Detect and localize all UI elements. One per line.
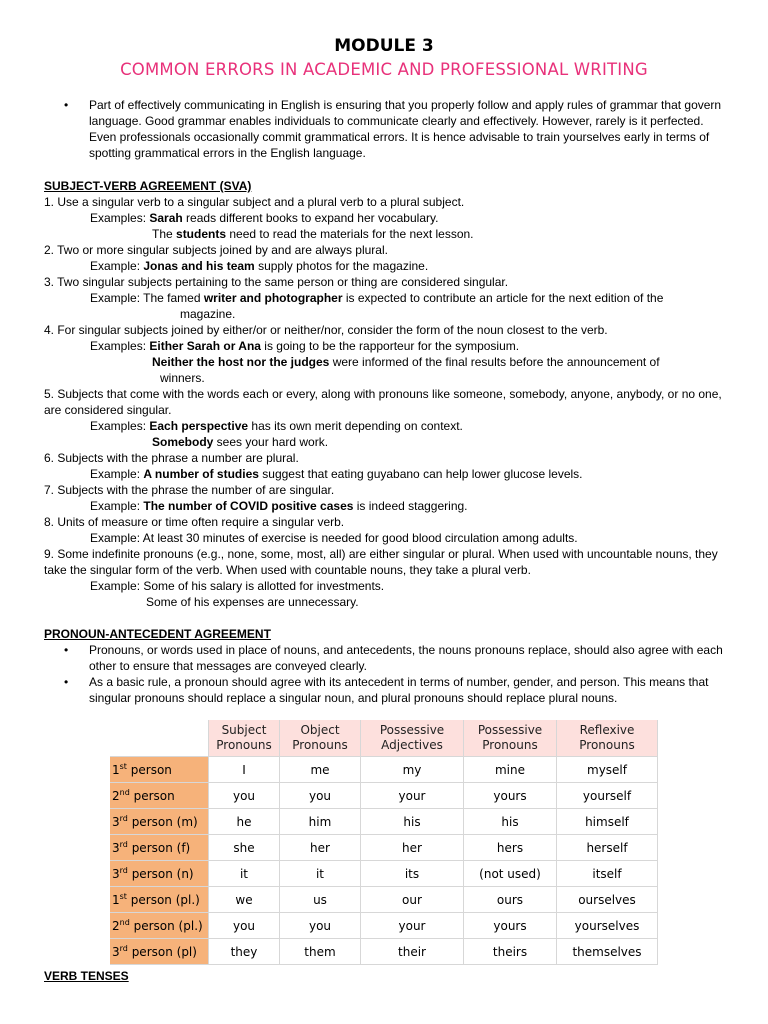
table-row — [110, 783, 658, 809]
sva-rule-8: 8. Units of measure or time often require a singular verb. — [44, 515, 345, 529]
sva-rule-5-example-1: Examples: Each perspective has its own merit depending on context. — [90, 419, 463, 433]
table-row — [110, 887, 658, 913]
table-cell: she — [209, 835, 280, 861]
row-header: 2nd person — [110, 783, 209, 809]
table-cell: it — [209, 861, 280, 887]
sva-rule-2-example: Example: Jonas and his team supply photos for the magazine. — [90, 259, 429, 273]
table-cell: my — [361, 757, 464, 783]
sva-rule-4-example-2: Neither the host nor the judges were informed of the final results before the announcement of — [152, 355, 660, 369]
verb-tenses-heading: VERB TENSES — [44, 969, 129, 983]
table-cell: me — [280, 757, 361, 783]
table-row — [110, 835, 658, 861]
row-header: 3rd person (pl) — [110, 939, 209, 965]
table-cell: our — [361, 887, 464, 913]
table-cell: his — [361, 809, 464, 835]
table-row — [110, 757, 658, 783]
sva-rule-4: 4. For singular subjects joined by either/or or neither/nor, consider the form of the noun closest to the verb. — [44, 323, 608, 337]
table-cell: myself — [557, 757, 658, 783]
table-cell: himself — [557, 809, 658, 835]
sva-rule-1-example-2: The students need to read the materials for the next lesson. — [152, 227, 474, 241]
row-header: 3rd person (m) — [110, 809, 209, 835]
table-cell: he — [209, 809, 280, 835]
sva-rule-1-example-1: Examples: Sarah reads different books to expand her vocabulary. — [90, 211, 439, 225]
paa-bullet-1-text: Pronouns, or words used in place of nouns, and antecedents, the nouns pronouns replace, should also agree with each other to ensure that messages are conveyed clearly. — [89, 643, 723, 673]
sva-rule-9-example-1: Example: Some of his salary is allotted for investments. — [90, 579, 385, 593]
table-cell: her — [361, 835, 464, 861]
header-object-pronouns: Object Pronouns — [280, 720, 361, 757]
table-cell: ourselves — [557, 887, 658, 913]
paa-bullet-2 — [64, 674, 728, 706]
table-corner-cell — [110, 720, 209, 757]
row-header: 1st person (pl.) — [110, 887, 209, 913]
table-cell: you — [209, 913, 280, 939]
pronoun-table — [110, 720, 658, 965]
sva-rule-9-example-2: Some of his expenses are unnecessary. — [146, 595, 359, 609]
table-cell: you — [280, 913, 361, 939]
table-cell: mine — [464, 757, 557, 783]
table-cell: her — [280, 835, 361, 861]
pronoun-table-header-row — [110, 720, 658, 757]
table-cell: yourself — [557, 783, 658, 809]
table-cell: yourselves — [557, 913, 658, 939]
bullet-dot-icon: • — [64, 675, 69, 689]
header-subject-pronouns: Subject Pronouns — [209, 720, 280, 757]
table-cell: I — [209, 757, 280, 783]
sva-rule-4-example-2-cont: winners. — [160, 371, 205, 385]
table-cell: herself — [557, 835, 658, 861]
table-cell: your — [361, 783, 464, 809]
table-cell: it — [280, 861, 361, 887]
sva-rule-8-example: Example: At least 30 minutes of exercise is needed for good blood circulation among adults. — [90, 531, 578, 545]
table-cell: his — [464, 809, 557, 835]
table-row — [110, 861, 658, 887]
table-cell: ours — [464, 887, 557, 913]
bullet-dot-icon: • — [64, 643, 69, 657]
row-header: 2nd person (pl.) — [110, 913, 209, 939]
sva-rule-3-example-cont: magazine. — [180, 307, 236, 321]
sva-rule-5: 5. Subjects that come with the words each or every, along with pronouns like someone, somebody, anyone, anybody, or no one, are considered singular. — [44, 387, 722, 417]
sva-rule-1: 1. Use a singular verb to a singular subject and a plural verb to a plural subject. — [44, 195, 465, 209]
table-cell: we — [209, 887, 280, 913]
sva-rule-4-example-1: Examples: Either Sarah or Ana is going to be the rapporteur for the symposium. — [90, 339, 520, 353]
table-cell: their — [361, 939, 464, 965]
table-cell: itself — [557, 861, 658, 887]
sva-rule-6: 6. Subjects with the phrase a number are plural. — [44, 451, 299, 465]
row-header: 3rd person (f) — [110, 835, 209, 861]
sva-rule-3: 3. Two singular subjects pertaining to the same person or thing are considered singular. — [44, 275, 509, 289]
intro-bullet — [64, 97, 728, 161]
table-cell: them — [280, 939, 361, 965]
header-possessive-adjectives: Possessive Adjectives — [361, 720, 464, 757]
sva-rule-7: 7. Subjects with the phrase the number of are singular. — [44, 483, 335, 497]
sva-rules — [44, 194, 728, 610]
table-cell: theirs — [464, 939, 557, 965]
table-row — [110, 939, 658, 965]
row-header: 1st person — [110, 757, 209, 783]
table-cell: him — [280, 809, 361, 835]
row-header: 3rd person (n) — [110, 861, 209, 887]
paa-heading: PRONOUN-ANTECEDENT AGREEMENT — [44, 627, 271, 641]
sva-rule-9: 9. Some indefinite pronouns (e.g., none, some, most, all) are either singular or plural. When used with uncountable nouns, they take the singular form of the verb. When used with countable nouns, they take a plural verb. — [44, 547, 718, 577]
paa-bullet-1 — [64, 642, 728, 674]
intro-text: Part of effectively communicating in English is ensuring that you properly follow and apply rules of grammar that govern language. Good grammar enables individuals to communicate clearly and effectively. However, rarely is it perfected. Even professionals occasionally commit grammatical errors. It is hence advisable to train yourselves early in terms of spotting grammatical errors in the English language. — [89, 98, 722, 160]
table-cell: us — [280, 887, 361, 913]
paa-bullet-2-text: As a basic rule, a pronoun should agree with its antecedent in terms of number, gender, and person. This means that singular pronouns should replace a singular noun, and plural pronouns should replace plural nouns. — [89, 675, 709, 705]
table-cell: your — [361, 913, 464, 939]
header-reflexive-pronouns: Reflexive Pronouns — [557, 720, 658, 757]
bullet-dot-icon: • — [64, 98, 69, 112]
sva-rule-6-example: Example: A number of studies suggest that eating guyabano can help lower glucose levels. — [90, 467, 583, 481]
sva-heading: SUBJECT-VERB AGREEMENT (SVA) — [44, 179, 252, 193]
table-cell: you — [280, 783, 361, 809]
sva-rule-5-example-2: Somebody sees your hard work. — [152, 435, 329, 449]
module-subtitle: COMMON ERRORS IN ACADEMIC AND PROFESSIONAL WRITING — [120, 60, 648, 79]
sva-rule-2: 2. Two or more singular subjects joined by and are always plural. — [44, 243, 388, 257]
table-cell: yours — [464, 913, 557, 939]
table-cell: they — [209, 939, 280, 965]
table-row — [110, 809, 658, 835]
table-cell: hers — [464, 835, 557, 861]
table-cell: (not used) — [464, 861, 557, 887]
header-possessive-pronouns: Possessive Pronouns — [464, 720, 557, 757]
table-cell: its — [361, 861, 464, 887]
sva-rule-3-example: Example: The famed writer and photographer is expected to contribute an article for the next edition of the — [90, 291, 664, 305]
table-cell: you — [209, 783, 280, 809]
module-title: MODULE 3 — [334, 36, 434, 56]
sva-rule-7-example: Example: The number of COVID positive cases is indeed staggering. — [90, 499, 468, 513]
table-cell: yours — [464, 783, 557, 809]
table-row — [110, 913, 658, 939]
table-cell: themselves — [557, 939, 658, 965]
